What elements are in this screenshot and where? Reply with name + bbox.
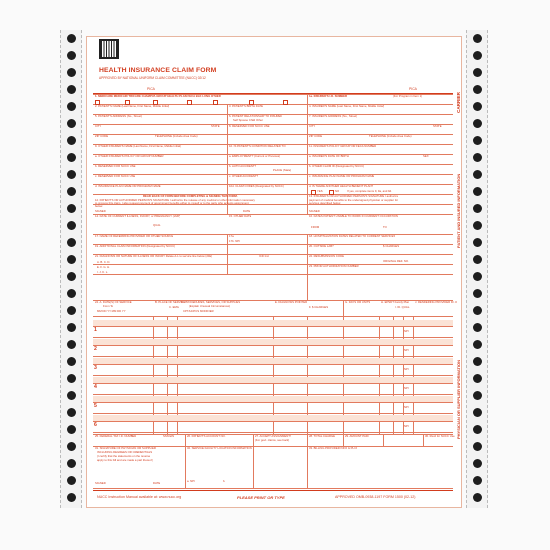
dx-row-3: I. J. K. L. — [97, 271, 109, 274]
field-24d-label: D. PROCEDURES, SERVICES, OR SUPPLIES — [181, 301, 241, 304]
field-10-label: 10. IS PATIENT'S CONDITION RELATED TO: — [229, 145, 287, 148]
zip-label: ZIP CODE — [95, 135, 109, 138]
tractor-hole-icon — [473, 51, 482, 60]
right-tractor-strip — [466, 30, 488, 508]
field-9d-label: d. INSURANCE PLAN NAME OR PROGRAM NAME — [95, 185, 161, 188]
tractor-hole-icon — [473, 442, 482, 451]
signed-31-label: SIGNED — [95, 482, 106, 485]
field-13-line3: services described below. — [309, 202, 341, 205]
champva-checkbox[interactable] — [187, 100, 192, 105]
tractor-hole-icon — [473, 391, 482, 400]
tractor-hole-icon — [67, 153, 76, 162]
field-4-label: 4. INSURED'S NAME (Last Name, First Name, Middle Initial) — [309, 105, 385, 108]
tractor-hole-icon — [67, 68, 76, 77]
service-line-divider — [93, 326, 453, 327]
service-line-npi-label: NPI — [404, 368, 409, 371]
tractor-hole-icon — [67, 306, 76, 315]
ssn-ein-label: SSN EIN — [163, 435, 175, 438]
dx-row-1: A. B. C. D. — [97, 261, 111, 264]
field-18-label: 18. HOSPITALIZATION DATES RELATED TO CURRENT SERVICES — [309, 235, 396, 238]
tractor-hole-icon — [473, 238, 482, 247]
service-line-npi-label: NPI — [404, 425, 409, 428]
field-24h-label: H. EPSDT Family Plan — [381, 301, 410, 304]
field-24b-label: B. PLACE OF SERVICE — [155, 301, 186, 304]
tractor-hole-icon — [67, 425, 76, 434]
field-10b-label: b. AUTO ACCIDENT? — [229, 165, 257, 168]
field-9-label: 9. OTHER INSURED'S NAME (Last Name, First Name, Middle Initial) — [95, 145, 182, 148]
form-subtitle: APPROVED BY NATIONAL UNIFORM CLAIM COMMITTEE (NUCC) 02/12 — [99, 76, 206, 80]
field-1-label: 1. MEDICARE MEDICAID TRICARE CHAMPVA GROUP HEALTH PLAN FECA BLK LUNG OTHER — [95, 95, 221, 98]
tractor-hole-icon — [473, 374, 482, 383]
service-line-divider — [93, 421, 453, 422]
field-24d-sub: (Explain Unusual Circumstances) — [189, 305, 231, 308]
service-line-divider — [93, 402, 453, 403]
field-24c-label: C. EMG — [169, 306, 179, 309]
field-1a-note: (For Program in Item 1) — [393, 95, 423, 98]
field-14-label: 14. DATE OF CURRENT ILLNESS, INJURY, or PREGNANCY (LMP) — [95, 215, 181, 218]
field-32-label: 32. SERVICE FACILITY LOCATION INFORMATION — [187, 447, 252, 450]
city-label: CITY — [95, 125, 102, 128]
service-line-number: 4 — [94, 384, 97, 390]
field-25-label: 25. FEDERAL TAX I.D. NUMBER — [95, 435, 137, 438]
field-6-label: 6. PATIENT RELATIONSHIP TO INSURED — [229, 115, 283, 118]
tractor-hole-icon — [473, 289, 482, 298]
field-19-label: 19. ADDITIONAL CLAIM INFORMATION (Designated by NUCC) — [95, 245, 176, 248]
insured-tel-label: TELEPHONE (Include Area Code) — [369, 135, 412, 138]
date-31-label: DATE — [153, 482, 161, 485]
group-health-checkbox[interactable] — [213, 100, 218, 105]
tractor-hole-icon — [67, 85, 76, 94]
field-12-line3: below. — [95, 205, 103, 208]
service-line-npi-label: NPI — [404, 387, 409, 390]
tractor-hole-icon — [67, 187, 76, 196]
other-checkbox[interactable] — [283, 100, 288, 105]
field-31-line4: apply to this bill and are made a part thereof.) — [97, 459, 154, 462]
service-line-bottom-rule — [93, 356, 453, 357]
field-7-label: 7. INSURED'S ADDRESS (No., Street) — [309, 115, 358, 118]
tractor-hole-icon — [473, 476, 482, 485]
tractor-hole-icon — [67, 255, 76, 264]
sex-label: SEX — [423, 155, 429, 158]
service-line-number: 2 — [94, 346, 97, 352]
form-grid — [93, 93, 457, 491]
service-line-divider — [93, 364, 453, 365]
tractor-hole-icon — [67, 119, 76, 128]
service-line-divider — [93, 383, 453, 384]
insured-state-label: STATE — [433, 125, 442, 128]
field-10a-label: a. EMPLOYMENT? (Current or Previous) — [229, 155, 281, 158]
tractor-hole-icon — [473, 340, 482, 349]
field-24d-sub2: CPT/HCPCS MODIFIER — [183, 310, 214, 313]
field-13-line2: payment of medical benefits to the undersigned physician or supplier for — [309, 199, 399, 202]
read-back-label: READ BACK OF FORM BEFORE COMPLETING & SIGNING THIS FORM. — [143, 195, 238, 198]
charges-label: $ CHARGES — [383, 245, 400, 248]
field-20-label: 20. OUTSIDE LAB? — [309, 245, 334, 248]
tractor-hole-icon — [67, 289, 76, 298]
field-30-label: 30. Rsvd for NUCC Use — [425, 435, 455, 438]
tractor-hole-icon — [473, 493, 482, 502]
service-line-number: 1 — [94, 327, 97, 333]
tractor-hole-icon — [67, 340, 76, 349]
field-10d-label: 10d. CLAIM CODES (Designated by NUCC) — [229, 185, 284, 188]
field-16-label: 16. DATES PATIENT UNABLE TO WORK IN CURRENT OCCUPATION — [309, 215, 398, 218]
field-27-label: 27. ACCEPT ASSIGNMENT? — [255, 435, 292, 438]
tractor-hole-icon — [67, 238, 76, 247]
field-6-options: Self Spouse Child Other — [233, 119, 264, 122]
place-label: PLACE (State) — [273, 169, 292, 172]
field-1a-label: 1a. INSURED'S I.D. NUMBER — [309, 95, 347, 98]
tractor-hole-icon — [473, 119, 482, 128]
dx-row-2: E. F. G. H. — [97, 266, 110, 269]
field-24a-sub2: MM DD YY MM DD YY — [97, 310, 126, 313]
tractor-hole-icon — [473, 323, 482, 332]
service-line-bottom-rule — [93, 394, 453, 395]
tractor-hole-icon — [473, 85, 482, 94]
tractor-hole-icon — [473, 255, 482, 264]
service-line-bottom-rule — [93, 432, 453, 433]
service-line-npi-label: NPI — [404, 349, 409, 352]
field-33-label: 33. BILLING PROVIDER INFO & PH # — [309, 447, 357, 450]
field-27-note: (For govt. claims, see back) — [255, 439, 290, 442]
field-13-label: 13. INSURED'S OR AUTHORIZED PERSON'S SIGNATURE I authorize — [309, 195, 399, 198]
footer-right: APPROVED OMB-0938-1197 FORM 1500 (02-12) — [335, 495, 416, 499]
tractor-hole-icon — [473, 306, 482, 315]
qr-code-icon — [99, 39, 119, 59]
tractor-hole-icon — [473, 272, 482, 281]
tractor-hole-icon — [473, 170, 482, 179]
field-24g-label: G. DAYS OR UNITS — [345, 301, 371, 304]
tractor-hole-icon — [67, 221, 76, 230]
field-9b-label: b. RESERVED FOR NUCC USE — [95, 165, 136, 168]
state-label: STATE — [211, 125, 220, 128]
service-line-number: 3 — [94, 365, 97, 371]
footer-mid: PLEASE PRINT OR TYPE — [237, 495, 285, 500]
tractor-hole-icon — [67, 374, 76, 383]
field-11a-label: a. INSURED'S DATE OF BIRTH — [309, 155, 349, 158]
physician-label: PHYSICIAN OR SUPPLIER INFORMATION — [456, 359, 461, 439]
tractor-hole-icon — [473, 136, 482, 145]
left-tractor-strip — [60, 30, 82, 508]
f11d-no-label: NO — [335, 190, 340, 193]
tractor-hole-icon — [67, 136, 76, 145]
tractor-hole-icon — [473, 425, 482, 434]
tractor-hole-icon — [67, 170, 76, 179]
tractor-hole-icon — [473, 102, 482, 111]
tractor-hole-icon — [67, 204, 76, 213]
form-title: HEALTH INSURANCE CLAIM FORM — [99, 67, 217, 74]
field-32b-label: b. — [223, 480, 226, 483]
tractor-hole-icon — [473, 357, 482, 366]
field-16-to: TO — [383, 226, 387, 229]
tractor-hole-icon — [473, 221, 482, 230]
tractor-hole-icon — [473, 187, 482, 196]
tel-label: TELEPHONE (Include Area Code) — [155, 135, 198, 138]
field-26-label: 26. PATIENT'S ACCOUNT NO. — [187, 435, 226, 438]
signed-label: SIGNED — [95, 210, 106, 213]
service-line-number: 5 — [94, 403, 97, 409]
orig-ref-label: ORIGINAL REF. NO. — [383, 260, 409, 263]
pica-right: PICA — [409, 87, 417, 91]
cms-1500-form — [86, 36, 462, 508]
service-line-npi-label: NPI — [404, 330, 409, 333]
signed-13-label: SIGNED — [309, 210, 320, 213]
tractor-hole-icon — [473, 34, 482, 43]
date-label: DATE — [243, 210, 251, 213]
tractor-hole-icon — [67, 391, 76, 400]
field-2-label: 2. PATIENT'S NAME (Last Name, First Name, Middle Initial) — [95, 105, 170, 108]
field-9c-label: c. RESERVED FOR NUCC USE — [95, 175, 136, 178]
field-31-line2: INCLUDING DEGREES OR CREDENTIALS — [97, 451, 153, 454]
tractor-hole-icon — [67, 476, 76, 485]
field-17b-label: 17b. NPI — [229, 240, 240, 243]
tractor-hole-icon — [473, 204, 482, 213]
field-31-line3: (I certify that the statements on the reverse — [97, 455, 151, 458]
tractor-hole-icon — [473, 408, 482, 417]
tractor-hole-icon — [67, 459, 76, 468]
tractor-hole-icon — [67, 323, 76, 332]
f11d-yes-label: YES — [317, 190, 323, 193]
field-5-label: 5. PATIENT'S ADDRESS (No., Street) — [95, 115, 143, 118]
field-24i-label: I. ID. QUAL. — [395, 306, 411, 309]
service-line-npi-label: NPI — [404, 406, 409, 409]
field-8-label: 8. RESERVED FOR NUCC USE — [229, 125, 270, 128]
field-24a-sub: From To — [103, 305, 114, 308]
field-16-from: FROM — [311, 226, 320, 229]
field-17a-label: 17a. — [229, 235, 235, 238]
field-24e-label: E. DIAGNOSIS POINTER — [275, 301, 308, 304]
tractor-hole-icon — [67, 442, 76, 451]
tractor-hole-icon — [67, 408, 76, 417]
field-3-label: 3. PATIENT'S BIRTH DATE — [229, 105, 264, 108]
service-line-bottom-rule — [93, 413, 453, 414]
field-24a-label: 24. A. DATE(S) OF SERVICE — [95, 301, 132, 304]
tractor-hole-icon — [473, 68, 482, 77]
field-17-label: 17. NAME OF REFERRING PROVIDER OR OTHER SOURCE — [95, 235, 174, 238]
service-line-divider — [93, 345, 453, 346]
tractor-hole-icon — [473, 459, 482, 468]
field-12-label: 12. PATIENT'S OR AUTHORIZED PERSON'S SIGNATURE I authorize the release of any medical or other information necessary — [95, 199, 255, 202]
field-29-label: 29. AMOUNT PAID — [345, 435, 369, 438]
insured-zip-label: ZIP CODE — [309, 135, 323, 138]
service-line-bottom-rule — [93, 375, 453, 376]
carrier-label: CARRIER — [456, 92, 461, 114]
tractor-hole-icon — [67, 493, 76, 502]
field-24f-label: F. $ CHARGES — [309, 306, 329, 309]
field-9a-label: a. OTHER INSURED'S POLICY OR GROUP NUMBER — [95, 155, 164, 158]
patient-insured-label: PATIENT AND INSURED INFORMATION — [456, 173, 461, 249]
field-11b-label: b. OTHER CLAIM ID (Designated by NUCC) — [309, 165, 365, 168]
field-32a-label: a. NPI — [187, 480, 195, 483]
field-24j-label: J. RENDERING PROVIDER ID. # — [415, 301, 457, 304]
insured-city-label: CITY — [309, 125, 316, 128]
field-14-qual: QUAL — [153, 224, 161, 227]
service-line-number: 6 — [94, 422, 97, 428]
f11d-note: If yes, complete items 9, 9a, and 9d. — [347, 190, 392, 193]
field-12-line2: to process this claim. I also request payment of government benefits either to myself or to the party who accepts assignment — [95, 202, 249, 205]
icd-label: ICD Ind. — [259, 255, 270, 258]
field-28-label: 28. TOTAL CHARGE — [309, 435, 336, 438]
field-21-label: 21. DIAGNOSIS OR NATURE OF ILLNESS OR INJURY Relate A-L to service line below (24E) — [95, 255, 213, 258]
field-22-label: 22. RESUBMISSION CODE — [309, 255, 344, 258]
field-11c-label: c. INSURANCE PLAN NAME OR PROGRAM NAME — [309, 175, 375, 178]
tractor-hole-icon — [473, 153, 482, 162]
pica-left: PICA — [147, 87, 155, 91]
field-11-label: 11. INSURED'S POLICY GROUP OR FECA NUMBER — [309, 145, 377, 148]
tractor-hole-icon — [67, 34, 76, 43]
tractor-hole-icon — [67, 357, 76, 366]
field-15-label: 15. OTHER DATE — [229, 215, 252, 218]
tractor-hole-icon — [67, 272, 76, 281]
field-10c-label: c. OTHER ACCIDENT? — [229, 175, 259, 178]
tractor-hole-icon — [67, 102, 76, 111]
service-line-bottom-rule — [93, 337, 453, 338]
footer-left: NUCC Instruction Manual available at: www.nucc.org — [97, 495, 182, 499]
field-11d-label: d. IS THERE ANOTHER HEALTH BENEFIT PLAN? — [309, 185, 374, 188]
field-23-label: 23. PRIOR AUTHORIZATION NUMBER — [309, 265, 359, 268]
tractor-hole-icon — [67, 51, 76, 60]
field-31-label: 31. SIGNATURE OF PHYSICIAN OR SUPPLIER — [95, 447, 156, 450]
